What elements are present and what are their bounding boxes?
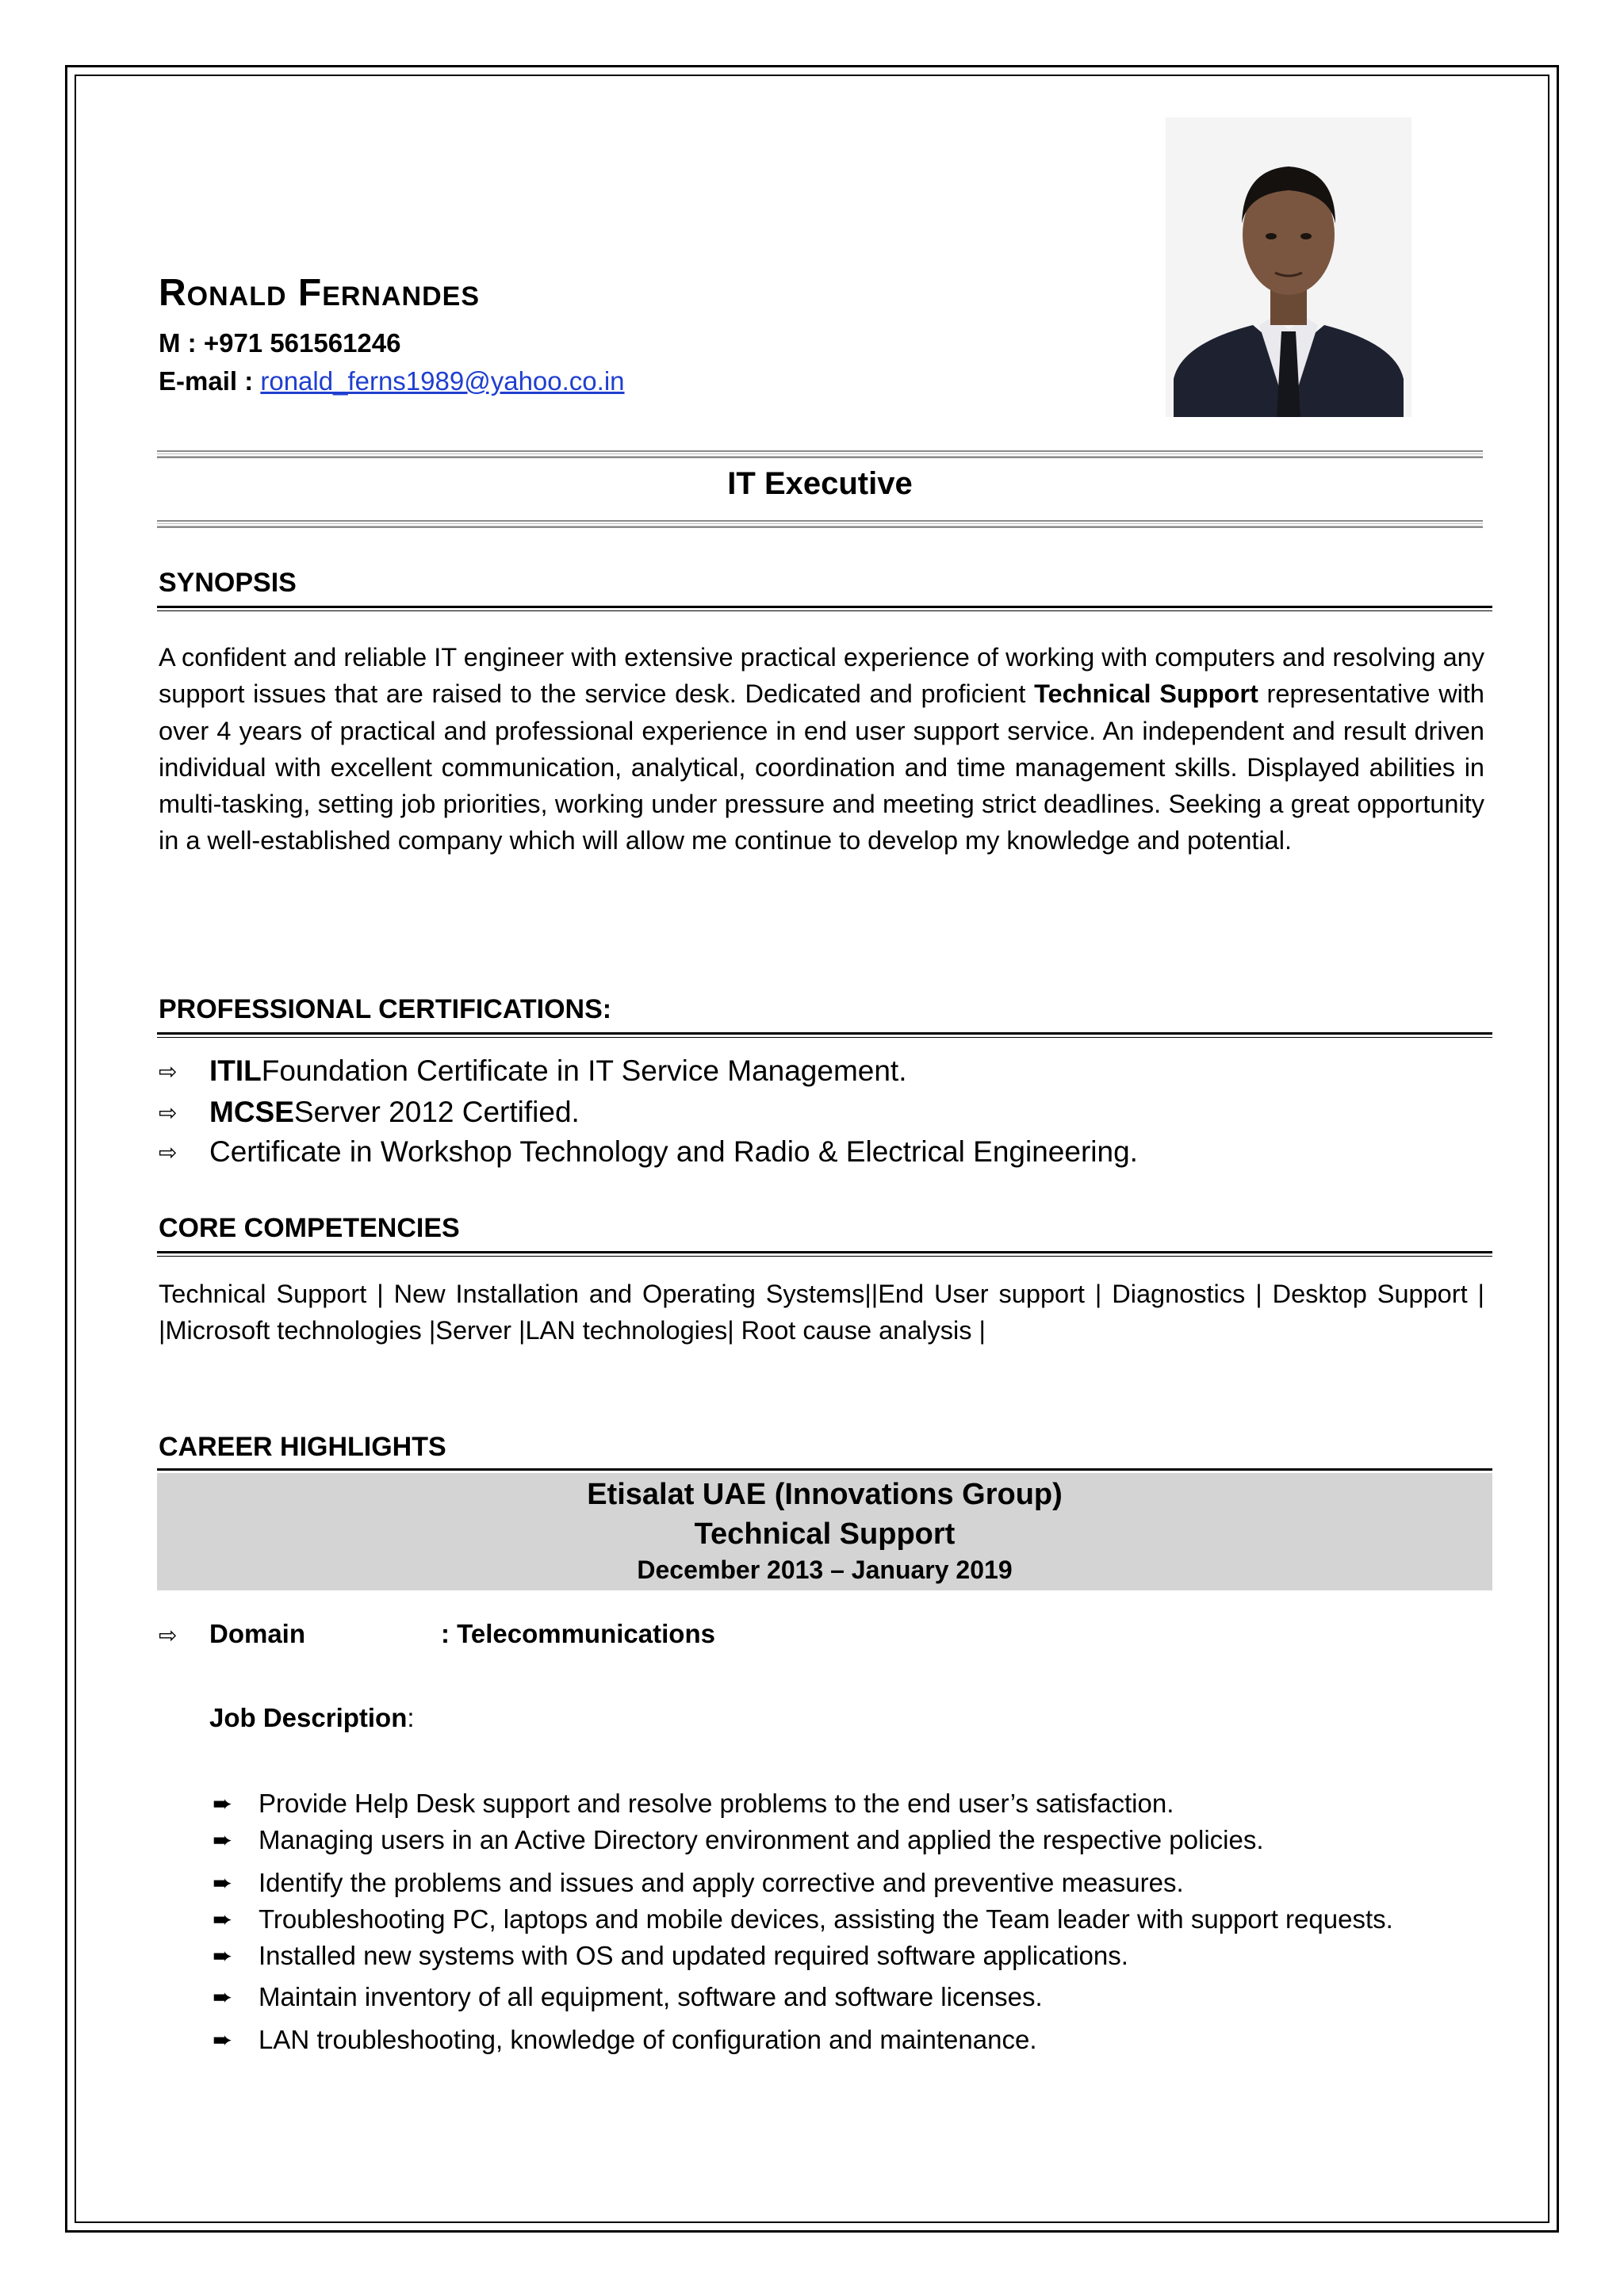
- synopsis-rule: [157, 606, 1492, 611]
- title-rule-bottom: [157, 520, 1483, 528]
- job-description-label: Job Description:: [209, 1703, 415, 1732]
- solid-arrow-icon: ➨: [213, 2026, 233, 2053]
- career-heading: CAREER HIGHLIGHTS: [159, 1432, 446, 1462]
- duty-item: ➨ Troubleshooting PC, laptops and mobile devices, assisting the Team leader with support requests.: [213, 1904, 1393, 1934]
- hollow-arrow-icon: ⇨: [159, 1139, 178, 1165]
- hollow-arrow-icon: ⇨: [159, 1623, 178, 1647]
- job-title: IT Executive: [727, 466, 913, 501]
- domain-value: : Telecommunications: [441, 1619, 715, 1648]
- role-title: Technical Support: [694, 1517, 956, 1551]
- certification-item: ⇨ ITIL Foundation Certificate in IT Service Management.: [159, 1054, 907, 1087]
- solid-arrow-icon: ➨: [213, 1942, 233, 1969]
- hollow-arrow-icon: ⇨: [159, 1100, 178, 1125]
- synopsis-text: A confident and reliable IT engineer with extensive practical experience of working with computers and resolving any support issues that are raised to the service desk. Dedicated and proficient Technical Support representative with over 4 years of practical and professional experience in end user support service. An independent and result driven individual with excellent communication, analytical, coordination and time management skills. Displayed abilities in multi-tasking, setting job priorities, working under pressure and meeting strict deadlines. Seeking a great opportunity in a well-established company which will allow me continue to develop my knowledge and potential.: [159, 643, 1485, 855]
- candidate-name: Ronald Fernandes: [159, 272, 480, 314]
- certifications-rule: [157, 1032, 1492, 1038]
- email-label: E-mail :: [159, 366, 261, 396]
- duty-item: ➨ Provide Help Desk support and resolve problems to the end user’s satisfaction.: [213, 1789, 1174, 1818]
- email-line: [159, 366, 625, 396]
- solid-arrow-icon: ➨: [213, 1790, 233, 1817]
- mobile-number: M : +971 561561246: [159, 328, 401, 358]
- hollow-arrow-icon: ⇨: [159, 1058, 178, 1084]
- duty-item: ➨ Maintain inventory of all equipment, software and software licenses.: [213, 1982, 1043, 2011]
- solid-arrow-icon: ➨: [213, 1984, 233, 2011]
- solid-arrow-icon: ➨: [213, 1906, 233, 1933]
- competencies-text: Technical Support | New Installation and Operating Systems||End User support | Diagnostics | Desktop Support | |Microsoft technologies |Server |LAN technologies| Root cause analysis |: [159, 1280, 1484, 1345]
- solid-arrow-icon: ➨: [213, 1827, 233, 1854]
- profile-photo: [1166, 117, 1411, 417]
- title-rule-top: [157, 450, 1483, 458]
- synopsis-bold-phrase: Technical Support: [1034, 679, 1258, 709]
- employment-period: December 2013 – January 2019: [637, 1556, 1013, 1584]
- competencies-rule: [157, 1251, 1492, 1257]
- email-link[interactable]: ronald_ferns1989@yahoo.co.in: [260, 366, 625, 396]
- duty-item: ➨ LAN troubleshooting, knowledge of configuration and maintenance.: [213, 2025, 1037, 2054]
- synopsis-heading: SYNOPSIS: [159, 568, 297, 598]
- certification-item: ⇨ Certificate in Workshop Technology and Radio & Electrical Engineering.: [159, 1135, 1138, 1168]
- duty-item: ➨ Managing users in an Active Directory environment and applied the respective policies.: [213, 1825, 1264, 1854]
- certifications-heading: PROFESSIONAL CERTIFICATIONS:: [159, 994, 612, 1024]
- solid-arrow-icon: ➨: [213, 1869, 233, 1896]
- company-name: Etisalat UAE (Innovations Group): [587, 1478, 1063, 1511]
- duty-item: ➨ Identify the problems and issues and apply corrective and preventive measures.: [213, 1868, 1184, 1897]
- domain-label: Domain: [209, 1619, 306, 1648]
- domain-row: [159, 1619, 209, 1649]
- duty-item: ➨ Installed new systems with OS and updated required software applications.: [213, 1941, 1128, 1970]
- certification-item: ⇨ MCSE Server 2012 Certified.: [159, 1096, 580, 1128]
- competencies-heading: CORE COMPETENCIES: [159, 1213, 460, 1243]
